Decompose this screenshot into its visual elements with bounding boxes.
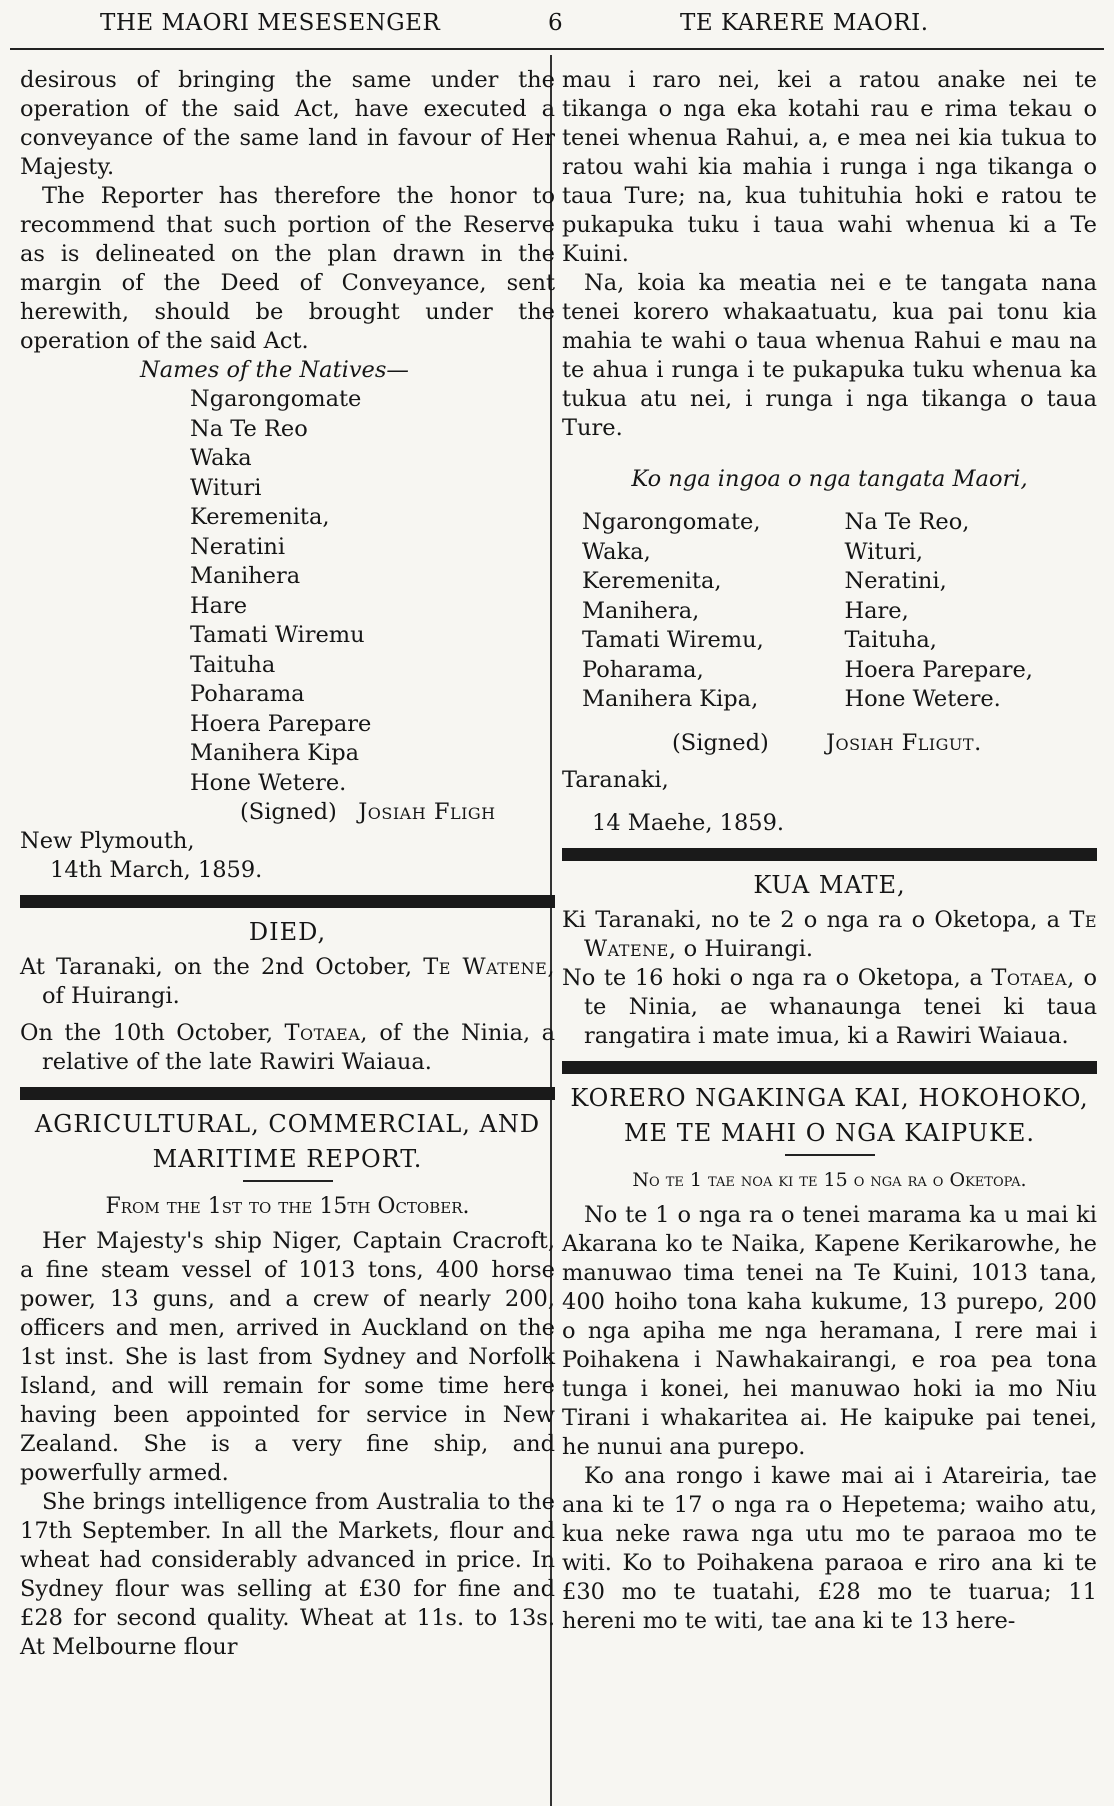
- report-paragraph: mau i raro nei, kei a ratou anake nei te tikanga o nga eka kotahi rau e rima tekau o tenei whenua Rahui, a, e mea nei kia tukua to ratou wahi kia mahia i runga i nga tikanga o taua Ture; na, kua tuhituhia hoki e ratou te pukapuka tuku i taua wahi whenua ki a Te Kuini.: [562, 67, 1097, 267]
- section-bar: [20, 895, 555, 908]
- signed-label: (Signed): [672, 729, 769, 756]
- native-name: Manihera Kipa: [190, 740, 360, 766]
- native-name: Hare,: [844, 597, 909, 624]
- native-name: Hoera Parepare: [190, 710, 372, 737]
- names-heading: Names of the Natives—: [140, 357, 409, 383]
- death-notice-text: No te 16 hoki o nga ra o Oketopa, a: [562, 964, 983, 991]
- native-name: Hare: [190, 592, 248, 619]
- native-name: Ngarongomate: [190, 386, 362, 412]
- report-body-paragraph: She brings intelligence from Australia to the 17th September. In all the Markets, flour and wheat had considerably advanced in price. In Sydney flour was selling at £30 for fine and £28 for second quality. Wheat at 11s. to 13s. At Melbourne flour: [20, 1489, 555, 1660]
- page-header: [0, 0, 1114, 50]
- native-name: Poharama,: [582, 656, 704, 683]
- native-name: Neratini: [190, 533, 286, 560]
- death-notice-text: On the 10th October,: [20, 1020, 274, 1046]
- header-english-title: THE MAORI MESESENGER: [100, 10, 441, 36]
- signature-line: [20, 798, 555, 827]
- deceased-name: Te Watene,: [584, 906, 1098, 962]
- native-name: Ngarongomate,: [582, 509, 761, 535]
- native-name: Hone Wetere.: [844, 686, 1001, 712]
- heading-rule: [785, 1154, 875, 1156]
- report-paragraph: The Reporter has therefore the honor to recommend that such portion of the Reserve as is delineated on the plan drawn in the margin of the Deed of Conveyance, sent herewith, should be brought under the operation of the said Act.: [20, 183, 555, 354]
- header-rule: [10, 48, 1104, 50]
- section-bar: [562, 1061, 1097, 1074]
- native-name: Waka,: [582, 538, 651, 565]
- native-name: Hone Wetere.: [190, 769, 347, 796]
- report-paragraph: desirous of bringing the same under the operation of the said Act, have executed a conveyance of the same land in favour of Her Majesty.: [20, 67, 555, 180]
- death-notice-text: o te Ninia, ae whanaunga tenei ki taua rangatira i mate imua, ki a Rawiri Waiaua.: [584, 964, 1097, 1049]
- native-name: Waka: [190, 445, 252, 471]
- report-heading: MARITIME REPORT.: [152, 1145, 423, 1173]
- page-number: 6: [548, 10, 564, 36]
- deceased-name: Totaea,: [284, 1020, 368, 1046]
- english-column: [20, 66, 555, 1662]
- date-line: 14th March, 1859.: [50, 857, 263, 883]
- death-notice-text: of the Ninia, a relative of the late Rawiri Waiaua.: [42, 1020, 555, 1075]
- signature-line: [562, 729, 1097, 758]
- date-line: 14 Maehe, 1859.: [592, 809, 785, 836]
- signed-label: (Signed): [240, 799, 337, 825]
- signer-name: Josiah Fligut.: [826, 729, 982, 756]
- report-body-paragraph: Her Majesty's ship Niger, Captain Cracroft, a fine steam vessel of 1013 tons, 400 horse power, 13 guns, and a crew of nearly 200, officers and men, arrived in Auckland on the 1st inst. She is last from Sydney and Norfolk Island, and will remain for some time here having been appointed for service in New Zealand. She is a very fine ship, and powerfully armed.: [20, 1228, 555, 1486]
- death-notice-text: of Huirangi.: [42, 983, 180, 1009]
- deceased-name: Totaea,: [991, 964, 1075, 991]
- death-notice-text: o Huirangi.: [683, 935, 814, 962]
- death-notice: [562, 964, 1097, 1051]
- section-bar: [20, 1087, 555, 1100]
- signer-name: Josiah Fligh: [358, 799, 496, 825]
- heading-rule: [243, 1180, 333, 1182]
- native-name: Taituha: [190, 651, 276, 678]
- native-name: Na Te Reo,: [844, 509, 970, 535]
- report-heading: KORERO NGAKINGA KAI, HOKOHOKO,: [570, 1083, 1089, 1112]
- place-line: New Plymouth,: [20, 828, 195, 854]
- maori-column: [562, 66, 1097, 1636]
- death-notice: [20, 953, 555, 1011]
- native-name: Keremenita,: [582, 568, 722, 594]
- native-name: Tamati Wiremu,: [582, 627, 764, 653]
- death-notice: [20, 1019, 555, 1077]
- native-name: Wituri,: [844, 538, 924, 565]
- report-body-paragraph: Ko ana rongo i kawe mai ai i Atareiria, tae ana ki te 17 o nga ra o Hepetema; waiho atu, kua neke rawa nga utu mo te paraoa mo te witi. Ko to Poihakena paraoa e riro ana ki te £30 mo te tuatahi, £28 mo te tuarua; 11 hereni mo te witi, tae ana ki te 13 here-: [562, 1462, 1097, 1634]
- report-dates: No te 1 tae noa ki te 15 o nga ra o Oketopa.: [632, 1168, 1027, 1191]
- native-name: Keremenita,: [190, 504, 330, 530]
- death-notice-text: Ki Taranaki, no te 2 o nga ra o Oketopa, a: [562, 906, 1061, 933]
- native-name: Manihera,: [582, 597, 700, 624]
- native-name: Manihera Kipa,: [582, 686, 759, 712]
- native-name: Manihera: [190, 563, 301, 589]
- report-heading: AGRICULTURAL, COMMERCIAL, AND: [34, 1110, 541, 1138]
- native-name: Wituri: [190, 474, 262, 501]
- death-notice: [562, 906, 1097, 964]
- place-line: Taranaki,: [562, 766, 669, 793]
- native-name: Hoera Parepare,: [844, 656, 1033, 683]
- names-grid: [562, 508, 1097, 715]
- names-heading: Ko nga ingoa o nga tangata Maori,: [631, 466, 1028, 492]
- names-list: [20, 385, 555, 798]
- report-paragraph: Na, koia ka meatia nei e te tangata nana tenei korero whakaatuatu, kua pai tonu kia mahia te wahi o taua whenua Rahui e mau na te ahua i runga i te pukapuka tuku whenua ka tukua atu nei, i runga i nga tikanga o taua Ture.: [562, 270, 1097, 441]
- died-heading: DIED,: [248, 918, 327, 946]
- died-heading: KUA MATE,: [753, 870, 906, 899]
- native-name: Poharama: [190, 681, 305, 707]
- header-maori-title: TE KARERE MAORI.: [680, 10, 929, 36]
- death-notice-text: At Taranaki, on the 2nd October,: [20, 954, 413, 980]
- report-body-paragraph: No te 1 o nga ra o tenei marama ka u mai ki Akarana ko te Naika, Kapene Kerikarowhe, he manuwao tima tenei na Te Kuini, 1013 tana, 400 hoiho tona kaha kukume, 13 purepo, 200 o nga apiha me nga heramana, I rere mai i Poihakena i Nawhakairangi, e roa pea tona tunga i konei, hei manuwao hoki ia mo Niu Tirani i whakaritea ai. He kaipuke pai tenei, he nunui ana purepo.: [562, 1201, 1097, 1460]
- native-name: Na Te Reo: [190, 415, 308, 442]
- deceased-name: Te Watene,: [423, 954, 555, 980]
- native-name: Neratini,: [844, 568, 947, 594]
- section-bar: [562, 848, 1097, 861]
- report-heading: ME TE MAHI O NGA KAIPUKE.: [623, 1118, 1036, 1147]
- native-name: Taituha,: [844, 627, 937, 653]
- native-name: Tamati Wiremu: [190, 622, 365, 648]
- report-dates: From the 1st to the 15th October.: [105, 1194, 470, 1219]
